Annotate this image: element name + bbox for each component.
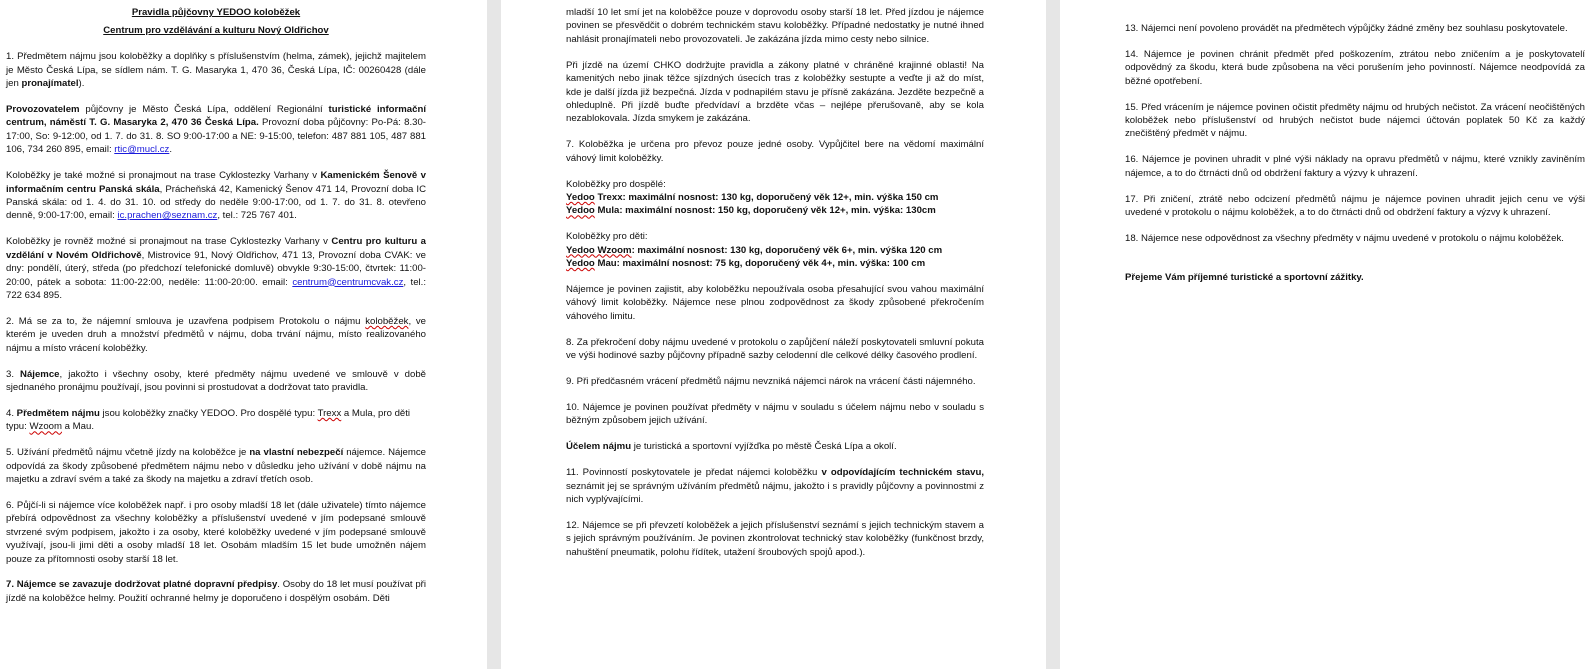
paragraph: Nájemce je povinen zajistit, aby koloběžku nepoužívala osoba přesahující svou vahou maximální váhový limit koloběžky. Nájemce nese plnou zodpovědnost za škody způsobené překročením váhového limitu.	[566, 284, 984, 322]
document-page-3	[1060, 0, 1585, 669]
paragraph: 16. Nájemce je povinen uhradit v plné výši náklady na opravu předmětů v nájmu, které vznikly zaviněním nájemce, a to do čtrnácti dnů od obdržení faktury a výzvy k uhrazení.	[1125, 154, 1585, 179]
paragraph: 5. Užívání předmětů nájmu včetně jízdy na koloběžce je na vlastní nebezpečí nájemce. Nájemce odpovídá za škody způsobené předmětem nájmu nebo v důsledku jeho užívání v době nájmu na majetku a zdraví svém a také za škody na majetku a zdraví třetích osob.	[6, 447, 426, 485]
scooter-spec: Yedoo Mau: maximální nosnost: 75 kg, doporučený věk 4+, min. výška: 100 cm	[566, 258, 926, 270]
paragraph: 4. Předmětem nájmu jsou koloběžky značky YEDOO. Pro dospělé typu: Trexx a Mula, pro děti typu: Wzoom a Mau.	[6, 407, 411, 433]
email-link[interactable]: ic.prachen@seznam.cz	[117, 210, 218, 222]
paragraph: Koloběžky je rovněž možné si pronajmout na trase Cyklostezky Varhany v Centru pro kulturu a vzdělání v Novém Oldřichově, Mistrovice 91, Nový Oldřichov, 471 13, Provozní doba CVAK: ve dny: pondělí, úterý, středa (po předchozí telefonické domluvě) obvykle 9:30-15:00, čtvrtek: 11:00-20:00, pátek a sobota: 11:00-22:00, neděle: 11:00-20:00. email: centrum@centrumcvak.cz, tel.: 722 634 895.	[6, 236, 427, 301]
paragraph: 7. Koloběžka je určena pro převoz pouze jedné osoby. Vypůjčitel bere na vědomí maximální váhový limit koloběžky.	[566, 139, 984, 164]
email-link[interactable]: centrum@centrumcvak.cz	[292, 276, 404, 288]
paragraph: 3. Nájemce, jakožto i všechny osoby, které předměty nájmu uvedené ve smlouvě v době sjednaného pronájmu používají, jsou povinni si prostudovat a dodržovat tato pravidla.	[6, 368, 426, 393]
page-title: Pravidla půjčovny YEDOO koloběžek	[131, 7, 301, 18]
closing-line: Přejeme Vám příjemné turistické a sportovní zážitky.	[1125, 272, 1364, 284]
paragraph: 17. Při zničení, ztrátě nebo odcizení předmětů nájmu je nájemce povinen uhradit jejich cenu ve výši uvedené v protokolu o nájmu koloběžek, a to do čtrnácti dnů od obdržení faktury a výzvy k uhrazení.	[1125, 193, 1585, 219]
document-page-2	[501, 0, 1046, 669]
page-subtitle: Centrum pro vzdělávání a kulturu Nový Oldřichov	[103, 25, 329, 37]
paragraph: 13. Nájemci není povoleno provádět na předmětech výpůjčky žádné změny bez souhlasu poskytovatele.	[1125, 23, 1568, 34]
email-link[interactable]: rtic@mucl.cz	[114, 144, 170, 156]
paragraph: 7. Nájemce se zavazuje dodržovat platné dopravní předpisy. Osoby do 18 let musí používat při jízdě na koloběžce helmy. Použití ochranné helmy je doporučeno i dospělým osobám. Děti	[6, 579, 426, 604]
paragraph: 8. Za překročení doby nájmu uvedené v protokolu o zapůjčení náleží poskytovateli smluvní pokuta ve výši hodinové sazby půjčovny případně sazby celodenní dle celkové délky časového prodlení.	[566, 336, 984, 362]
adult-scooters-heading: Koloběžky pro dospělé:	[566, 178, 666, 190]
paragraph: Účelem nájmu je turistická a sportovní vyjížďka po městě Česká Lípa a okolí.	[566, 441, 897, 453]
document-page-1	[0, 0, 487, 669]
paragraph: Provozovatelem půjčovny je Město Česká Lípa, oddělení Regionální turistické informační centrum, náměstí T. G. Masaryka 2, 470 36 Česká Lípa. Provozní doba půjčovny: Po-Pá: 8.30-17:00, So: 9-12:00, od 1. 7. do 31. 8. SO 9:00-17:00 a NE: 9-15:00, telefon: 487 881 105, 487 881 106, 734 260 895, email: rtic@mucl.cz.	[6, 104, 426, 156]
paragraph: 15. Před vrácením je nájemce povinen očistit předměty nájmu od hrubých nečistot. Za vrácení neočištěných koloběžek nebo příslušenství od hrubých nečistot bude nájemci účtován poplatek 50 Kč za každý znečištěný předmět v nájmu.	[1125, 101, 1585, 140]
paragraph: 12. Nájemce se při převzetí koloběžek a jejich příslušenství seznámí s jejich technickým stavem a s jejich správným používáním. Je povinen zkontrolovat technický stav koloběžky (funkčnost brzdy, nahuštění pneumatik, polohu řídítek, utažení šroubových spojů apod.).	[566, 519, 984, 558]
scooter-spec: Yedoo Mula: maximální nosnost: 150 kg, doporučený věk 12+, min. výška: 130cm	[566, 205, 936, 217]
paragraph: 2. Má se za to, že nájemní smlouva je uzavřena podpisem Protokolu o nájmu koloběžek, ve kterém je uveden druh a množství předmětů v nájmu, doba trvání nájmu, místo realizovaného nájmu a místo vrácení koloběžky.	[6, 315, 426, 354]
scooter-spec: Yedoo Trexx: maximální nosnost: 130 kg, doporučený věk 12+, min. výška 150 cm	[566, 191, 939, 203]
scooter-spec: Yedoo Wzoom: maximální nosnost: 130 kg, doporučený věk 6+, min. výška 120 cm	[566, 244, 943, 256]
paragraph: mladší 10 let smí jet na koloběžce pouze v doprovodu osoby starší 18 let. Před jízdou je nájemce povinen se přesvědčit o dobrém technickém stavu koloběžky. Případné nedostatky je nutné ihned nahlásit pronajímateli nebo provozovateli. Je zakázána jízda mimo cesty nebo silnice.	[566, 7, 984, 45]
paragraph: 10. Nájemce je povinen používat předměty v nájmu v souladu s účelem nájmu nebo v souladu s běžným způsobem jejich užívání.	[566, 401, 984, 427]
paragraph: 6. Půjčí-li si nájemce více koloběžek např. i pro osoby mladší 18 let (dále uživatele) tímto nájemce přebírá odpovědnost za všechny koloběžky a příslušenství uvedené v jím podepsané smlouvě stvrzené svým podpisem, jakožto i za osoby, které koloběžky uvedené v jím podepsané smlouvě využívají, jsou-li jimi děti a osoby mladší 18 let. Osobám mladším 15 let bude umožněn nájem pouze za přítomnosti osoby starší 18 let.	[6, 499, 426, 565]
paragraph: Při jízdě na území CHKO dodržujte pravidla a zákony platné v chráněné krajinné oblasti! Na kamenitých nebo jinak těžce sjízdných úsecích tras z koloběžky sestupte a veďte ji až do míst, kde je další jízda již bezpečná. Jízda v podnapilém stavu je přísně zakázána. Jezděte bezpečně a ohleduplně. Při jízdě buďte předvídaví a brzděte včas – nejlépe přerušovaně, aby se kola nezablokovala. Jízda smykem je zakázána.	[566, 59, 984, 125]
paragraph: 1. Předmětem nájmu jsou koloběžky a doplňky s příslušenstvím (helma, zámek), jejichž majitelem je Město Česká Lípa, se sídlem nám. T. G. Masaryka 1, 470 36, Česká Lípa, IČ: 00260428 (dále jen pronajímatel).	[6, 51, 426, 90]
paragraph: 18. Nájemce nese odpovědnost za všechny předměty v nájmu uvedené v protokolu o nájmu koloběžek.	[1125, 232, 1564, 244]
paragraph: 14. Nájemce je povinen chránit předmět před poškozením, ztrátou nebo zničením a je poskytovatelí odpovědný za škodu, která bude způsobena na věci porušením jeho povinností. Nájemce neodpovídá za běžné opotřebení.	[1125, 48, 1585, 87]
paragraph: 9. Při předčasném vrácení předmětů nájmu nevzniká nájemci nárok na vrácení části nájemného.	[566, 376, 976, 388]
paragraph: 11. Povinností poskytovatele je předat nájemci koloběžku v odpovídajícím technickém stavu, seznámit jej se správným užíváním předmětů nájmu, jakožto i s pravidly půjčovny a povinnostmi z nich vyplývajícími.	[566, 467, 984, 505]
kids-scooters-heading: Koloběžky pro děti:	[566, 231, 648, 243]
paragraph: Koloběžky je také možné si pronajmout na trase Cyklostezky Varhany v Kamenickém Šenově v informačním centru Panská skála, Prácheňská 42, Kamenický Šenov 471 14, Provozní doba IC Panská skála: od 1. 4. do 31. 10. od středy do neděle 9:00-17:00, od 1. 7. do 31. 8. otevřeno denně, 9:00-17:00, email: ic.prachen@seznam.cz, tel.: 725 767 401.	[6, 170, 427, 222]
